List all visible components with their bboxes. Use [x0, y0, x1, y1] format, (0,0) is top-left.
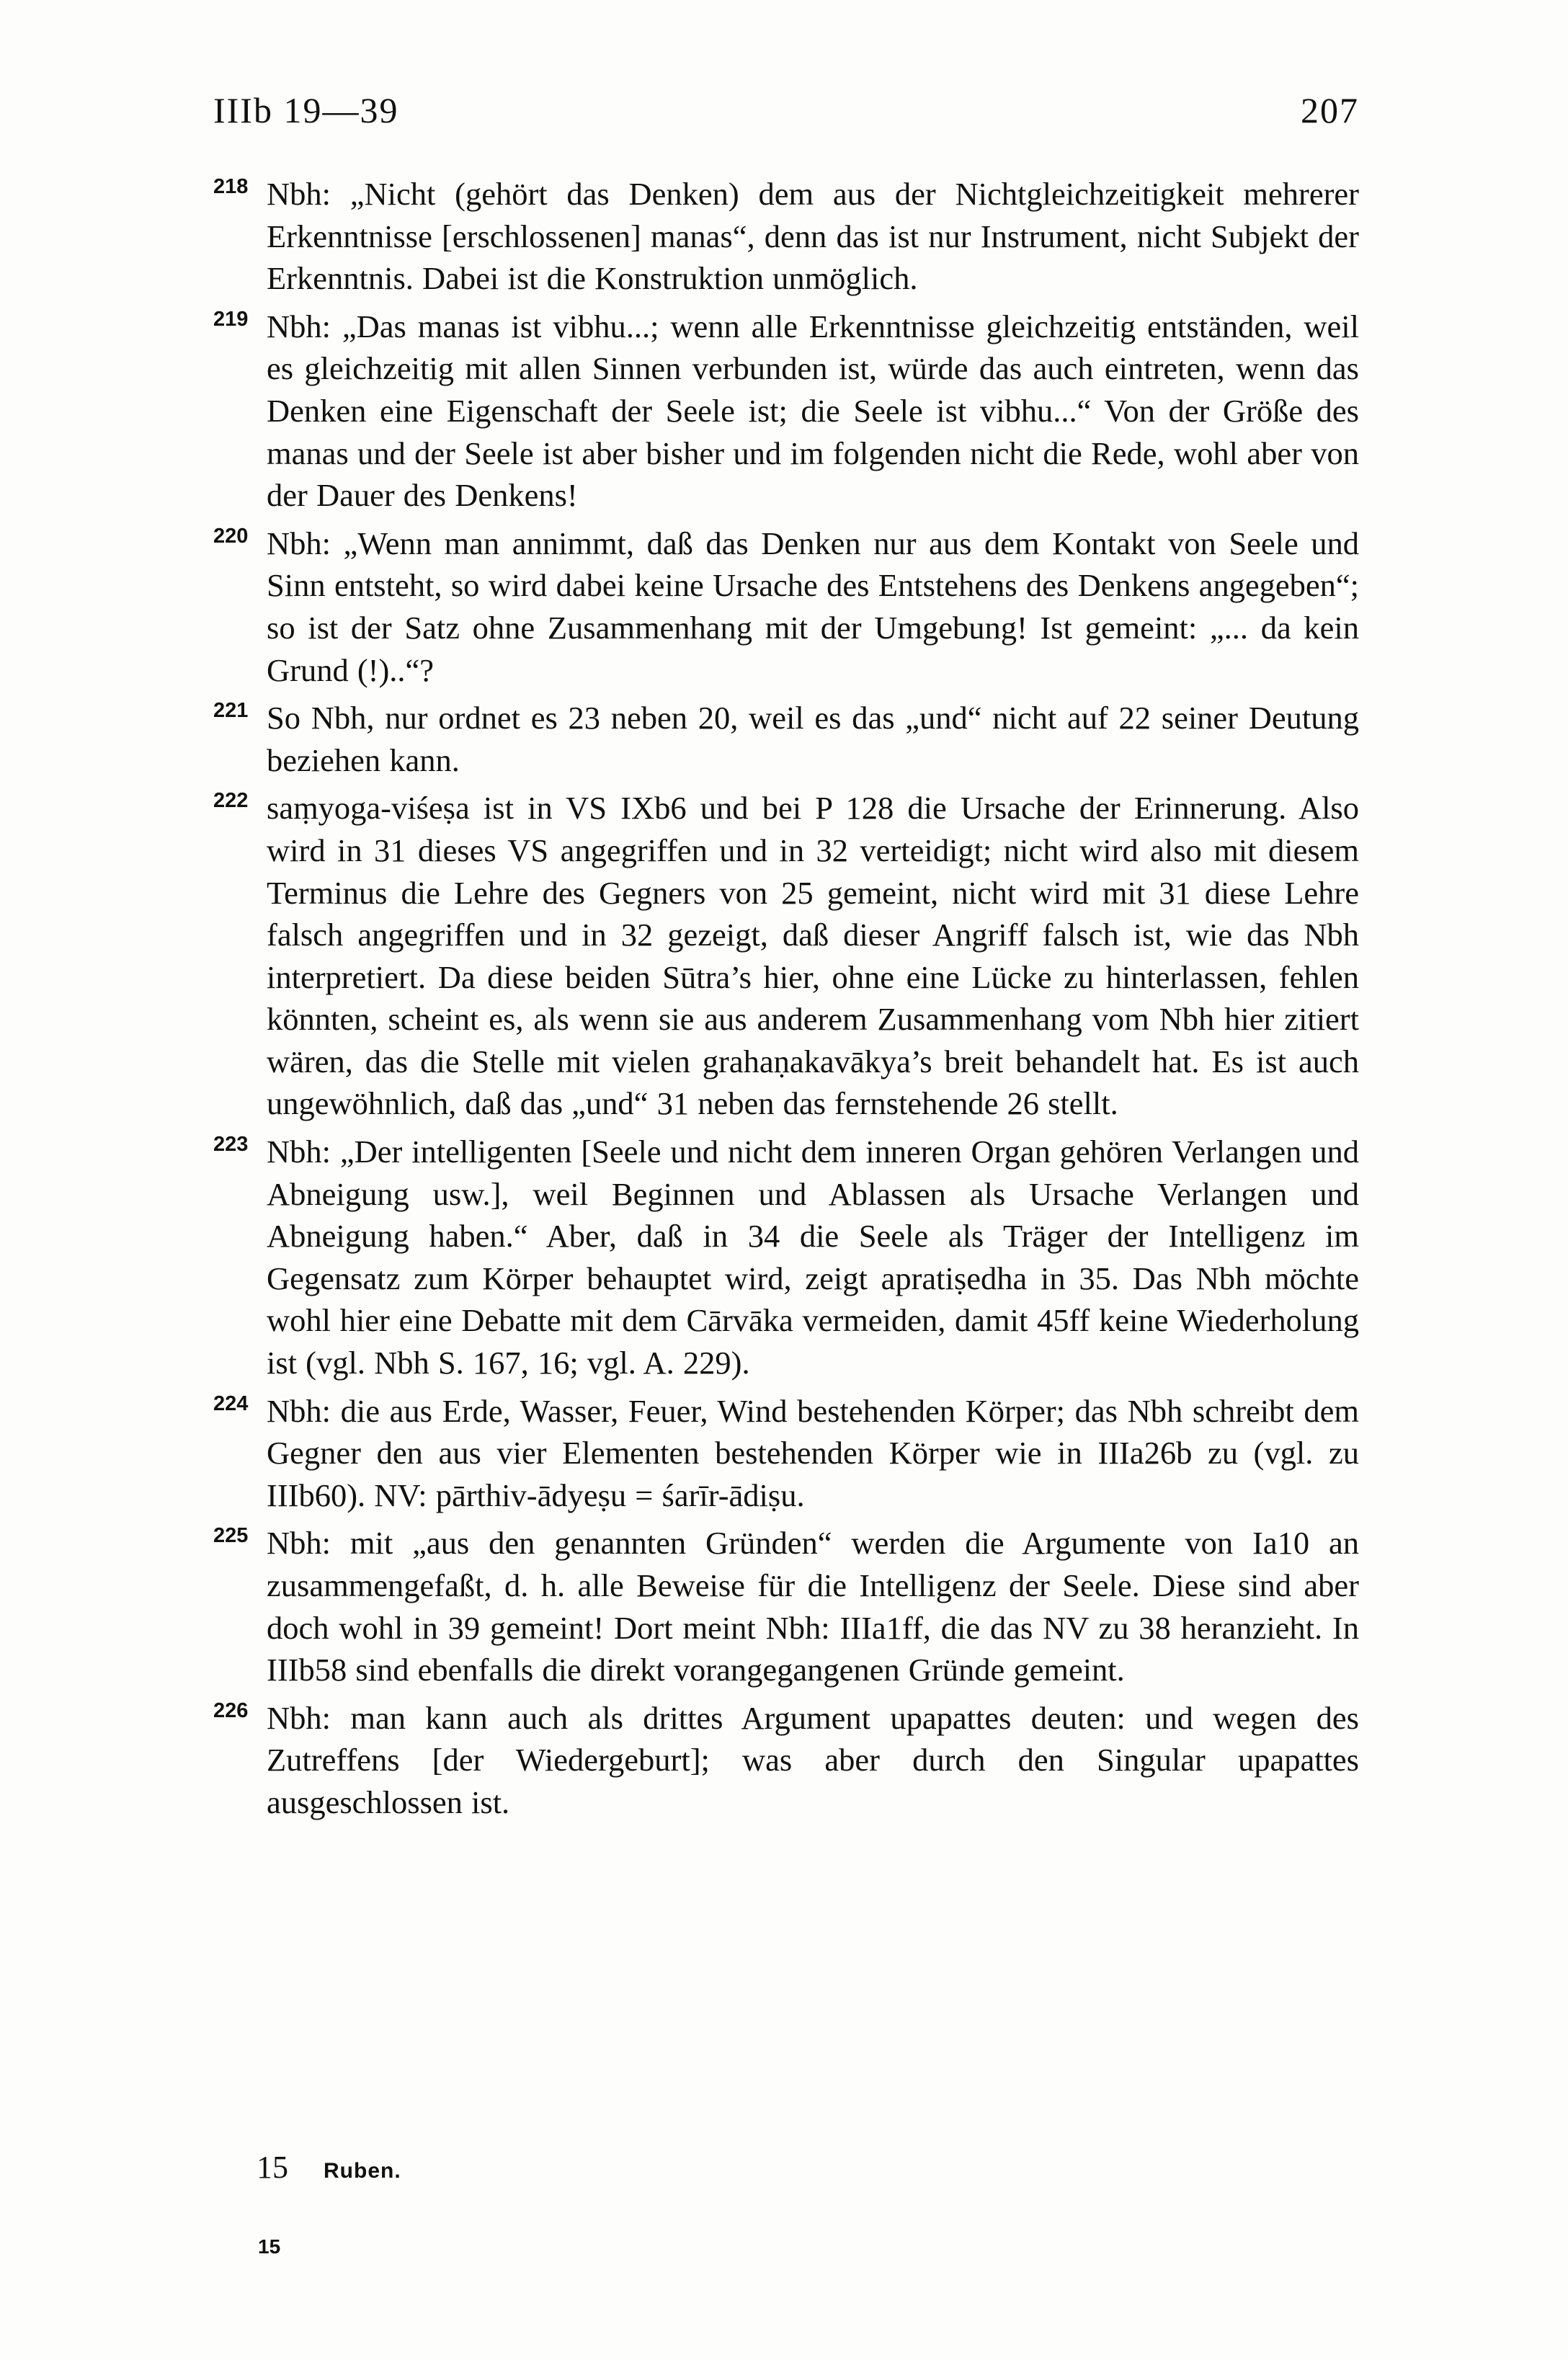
signature-number: 15 [257, 2150, 288, 2185]
bottom-number: 15 [258, 2235, 281, 2258]
footnote-226 [213, 1697, 1359, 1824]
footnote-text: Nbh: „Nicht (gehört das Denken) dem aus der Nichtgleichzeitigkeit mehrerer Erkenntnisse [erschlossenen] manas“, denn das ist nur Instrument, nicht Subjekt der Erkenntnis. Dabei ist die Konstruktion unmöglich. [267, 176, 1359, 297]
footnote-225 [213, 1522, 1359, 1691]
page-number: 207 [1301, 90, 1359, 130]
footnote-number: 221 [213, 699, 249, 723]
footnote-text: Nbh: man kann auch als drittes Argument upapattes deuten: und wegen des Zutreffens [der Wiedergeburt]; was aber durch den Singular upapattes ausgeschlossen ist. [267, 1699, 1359, 1820]
signature-name: Ruben. [324, 2159, 401, 2183]
footnote-text: Nbh: „Wenn man annimmt, daß das Denken nur aus dem Kontakt von Seele und Sinn entsteht, so wird dabei keine Ursache des Entstehens des Denkens angegeben“; so ist der Satz ohne Zusammenhang mit der Umgebung! Ist gemeint: „... da kein Grund (!)..“? [267, 525, 1359, 688]
footnote-text: Nbh: „Das manas ist vibhu...; wenn alle Erkenntnisse gleichzeitig entständen, weil es gleichzeitig mit allen Sinnen verbunden ist, würde das auch eintreten, wenn das Denken eine Eigenschaft der Seele ist; die Seele ist vibhu...“ Von der Größe des manas und der Seele ist aber bisher und im folgenden nicht die Rede, wohl aber von der Dauer des Denkens! [267, 308, 1359, 514]
footnotes-list [213, 173, 1359, 1830]
footnote-number: 220 [213, 524, 249, 548]
footnote-number: 226 [213, 1698, 249, 1722]
footnote-text: Nbh: mit „aus den genannten Gründen“ werden die Argumente von Ia10 an zusammengefaßt, d. h. alle Beweise für die Intelligenz der Seele. Diese sind aber doch wohl in 39 gemeint! Dort meint Nbh: IIIa1ff, die das NV zu 38 heranzieht. In IIIb58 sind ebenfalls die direkt vorangegangenen Gründe gemeint. [267, 1525, 1359, 1688]
running-head: IIIb 19—39 [213, 90, 399, 130]
footnote-number: 222 [213, 789, 249, 813]
footnote-text: Nbh: „Der intelligenten [Seele und nicht dem inneren Organ gehören Verlangen und Abneigung usw.], weil Beginnen und Ablassen als Ursache Verlangen und Abneigung haben.“ Aber, daß in 34 die Seele als Träger der Intelligenz im Gegensatz zum Körper behauptet wird, zeigt apratiṣedha in 35. Das Nbh möchte wohl hier eine Debatte mit dem Cārvāka vermeiden, damit 45ff keine Wiederholung ist (vgl. Nbh S. 167, 16; vgl. A. 229). [267, 1134, 1359, 1381]
footnote-218 [213, 173, 1359, 300]
signature-mark [257, 2146, 401, 2193]
footnote-222 [213, 787, 1359, 1125]
page-header [213, 85, 1359, 135]
footnote-224 [213, 1390, 1359, 1517]
footnote-221 [213, 697, 1359, 781]
footnote-219 [213, 306, 1359, 517]
footnote-number: 223 [213, 1133, 249, 1157]
footnote-223 [213, 1131, 1359, 1384]
footnote-220 [213, 522, 1359, 691]
footnote-text: saṃyoga-viśeṣa ist in VS IXb6 und bei P 128 die Ursache der Erinnerung. Also wird in 31 dieses VS angegriffen und in 32 verteidigt; nicht wird also mit diesem Terminus die Lehre des Gegners von 25 gemeint, nicht wird mit 31 diese Lehre falsch angegriffen und in 32 gezeigt, daß dieser Angriff falsch ist, wie das Nbh interpretiert. Da diese beiden Sūtra’s hier, ohne eine Lücke zu hinterlassen, fehlen könnten, scheint es, als wenn sie aus anderem Zusammenhang vom Nbh hier zitiert wären, das die Stelle mit vielen grahaṇakavākya’s breit behandelt hat. Es ist auch ungewöhnlich, daß das „und“ 31 neben das fernstehende 26 stellt. [267, 790, 1359, 1122]
footnote-text: So Nbh, nur ordnet es 23 neben 20, weil es das „und“ nicht auf 22 seiner Deutung beziehen kann. [267, 700, 1359, 778]
footnote-number: 225 [213, 1524, 249, 1548]
footnote-text: Nbh: die aus Erde, Wasser, Feuer, Wind bestehenden Körper; das Nbh schreibt dem Gegner den aus vier Elementen bestehenden Körper wie in IIIa26b zu (vgl. zu IIIb60). NV: pārthiv-ādyeṣu = śarīr-ādiṣu. [267, 1392, 1359, 1513]
footnote-number: 224 [213, 1391, 249, 1415]
footnote-number: 219 [213, 307, 249, 331]
footnote-number: 218 [213, 175, 249, 198]
